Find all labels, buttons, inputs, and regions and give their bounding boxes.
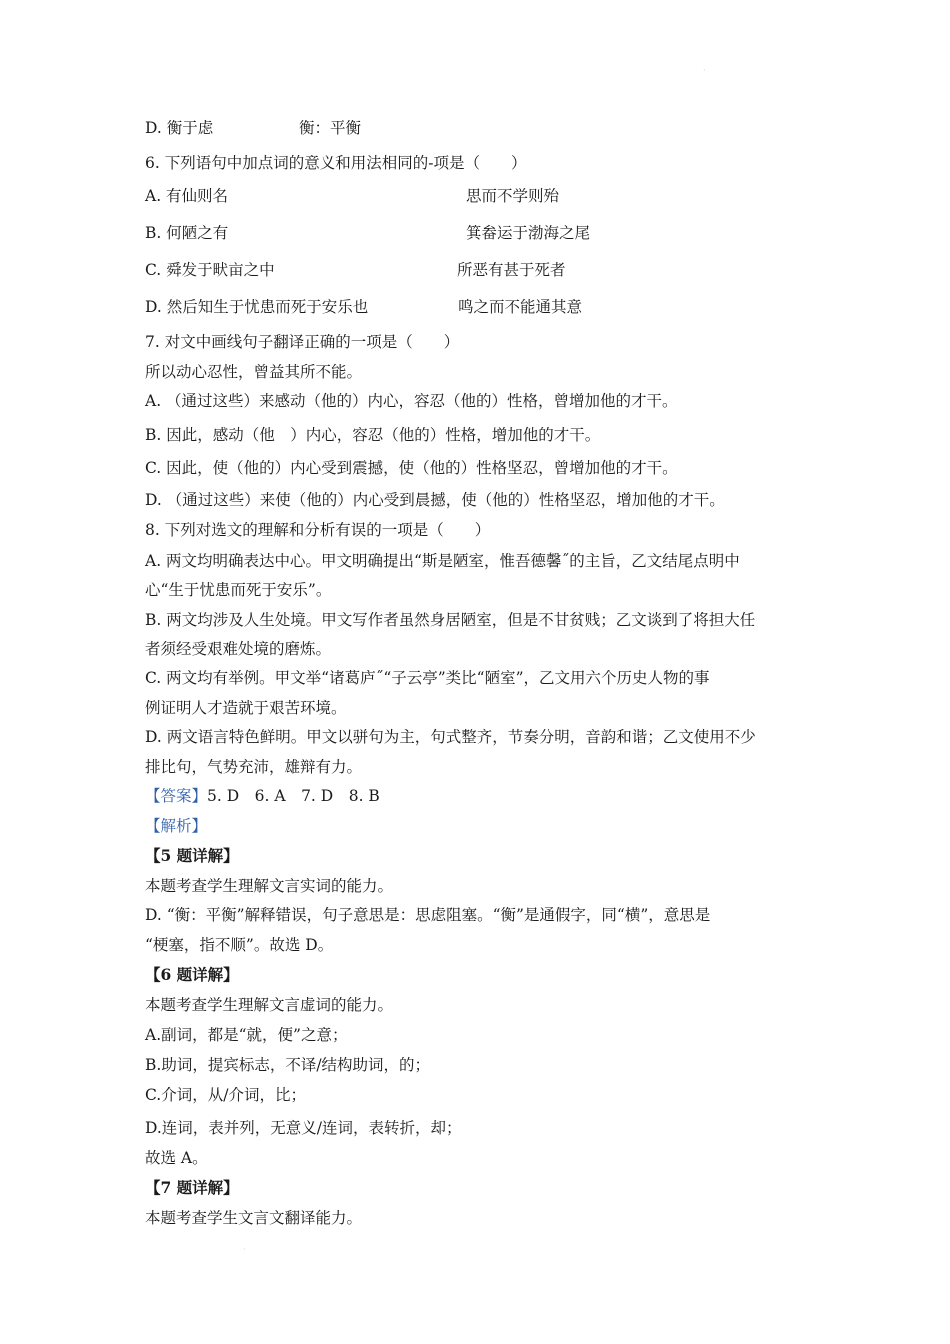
q8-stem: 8. 下列对选文的理解和分析有误的一项是（ ） — [145, 521, 491, 539]
q6-option-c-right: 所恶有甚于死者 — [457, 261, 566, 279]
q7-stem: 7. 对文中画线句子翻译正确的一项是（ ） — [145, 333, 460, 351]
q6-option-d-left: D. 然后知生于忧患而死于安乐也 — [145, 298, 369, 316]
q8-line: 者须经受艰难处境的磨炼。 — [145, 640, 332, 658]
q7-option-b: B. 因此，感动（他 ）内心，容忍（他的）性格，增加他的才干。 — [145, 426, 601, 444]
scan-speck: · — [243, 1245, 246, 1254]
q5-option-d-right: 衡：平衡 — [299, 119, 362, 137]
detail-6-line: A.副词，都是“就，便”之意； — [145, 1026, 348, 1044]
detail-7-heading: 【7 题详解】 — [145, 1178, 239, 1197]
q6-stem: 6. 下列语句中加点词的意义和用法相同的-项是（ ） — [145, 154, 527, 172]
q6-option-c-left: C. 舜发于畎亩之中 — [145, 261, 275, 279]
q7-option-c: C. 因此，使（他的）内心受到震撼，使（他的）性格坚忍，曾增加他的才干。 — [145, 459, 678, 477]
detail-6-line: C.介词，从/介词，比； — [145, 1086, 306, 1104]
q8-line: B. 两文均涉及人生处境。甲文写作者虽然身居陋室，但是不甘贫贱；乙文谈到了将担大任 — [145, 611, 756, 629]
q7-sentence: 所以动心忍性，曾益其所不能。 — [145, 363, 363, 381]
detail-6-line: D.连词，表并列，无意义/连词，表转折，却； — [145, 1119, 462, 1137]
detail-5-line: “梗塞，指不顺”。故选 D。 — [145, 936, 334, 954]
q6-option-d-right: 鸣之而不能通其意 — [458, 298, 583, 316]
q6-option-b-left: B. 何陋之有 — [145, 224, 229, 242]
q6-option-a-right: 思而不学则殆 — [466, 187, 560, 205]
q8-line: A. 两文均明确表达中心。甲文明确提出“斯是陋室，惟吾德馨˝的主旨，乙文结尾点明中 — [145, 552, 740, 570]
q5-option-d-left: D. 衡于虑 — [145, 119, 214, 137]
detail-5-intro: 本题考查学生理解文言实词的能力。 — [145, 877, 394, 895]
scan-speck: · — [703, 66, 706, 75]
detail-5-heading: 【5 题详解】 — [145, 846, 239, 865]
answer-text: 5. D 6. A 7. D 8. B — [207, 787, 380, 805]
q6-option-a-left: A. 有仙则名 — [145, 187, 229, 205]
q8-line: 心“生于忧患而死于安乐”。 — [145, 581, 332, 599]
q8-line: C. 两文均有举例。甲文举“诸葛庐˝“子云亭”类比“陋室”，乙文用六个历史人物的事 — [145, 669, 710, 687]
detail-6-line: 故选 A。 — [145, 1149, 208, 1167]
detail-5-line: D. “衡：平衡”解释错误，句子意思是：思虑阻塞。“衡”是通假字，同“横”，意思是 — [145, 906, 711, 924]
answer-tag: 【答案】 — [145, 787, 208, 805]
answer-line — [145, 786, 380, 806]
q7-option-a: A. （通过这些）来感动（他的）内心，容忍（他的）性格，曾增加他的才干。 — [145, 392, 678, 410]
q6-option-b-right: 箕畚运于渤海之尾 — [466, 224, 591, 242]
detail-6-intro: 本题考查学生理解文言虚词的能力。 — [145, 996, 394, 1014]
q8-line: 例证明人才造就于艰苦环境。 — [145, 699, 347, 717]
q8-line: D. 两文语言特色鲜明。甲文以骈句为主，句式整齐，节奏分明，音韵和谐；乙文使用不少 — [145, 728, 756, 746]
detail-6-line: B.助词，提宾标志，不译/结构助词，的； — [145, 1056, 431, 1074]
q8-line: 排比句，气势充沛，雄辩有力。 — [145, 758, 363, 776]
detail-7-intro: 本题考查学生文言文翻译能力。 — [145, 1209, 363, 1227]
detail-6-heading: 【6 题详解】 — [145, 965, 239, 984]
q7-option-d: D. （通过这些）来使（他的）内心受到晨撼，使（他的）性格坚忍，增加他的才干。 — [145, 491, 725, 509]
analysis-tag: 【解析】 — [145, 817, 208, 835]
